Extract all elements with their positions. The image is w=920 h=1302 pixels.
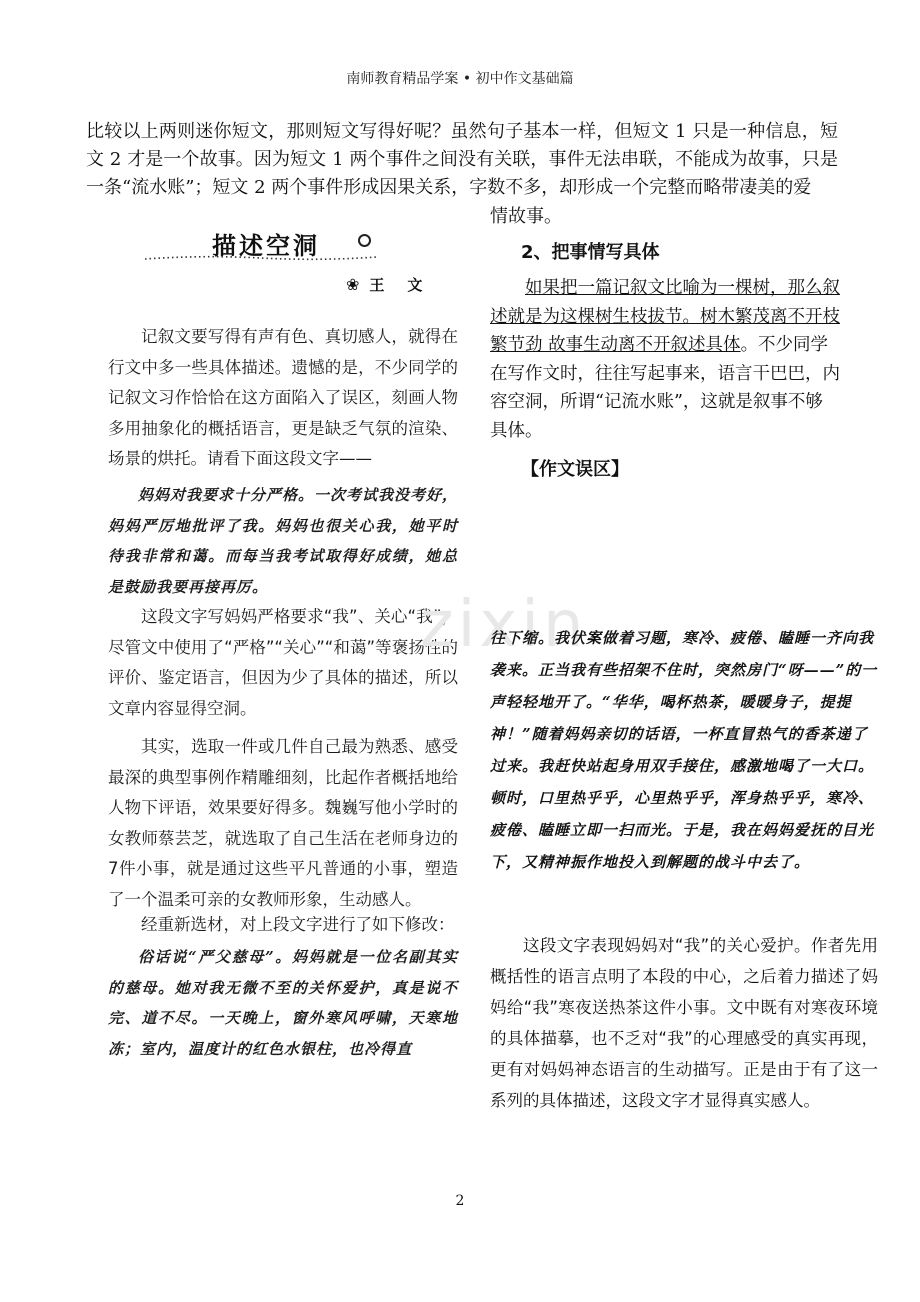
watermark: zixin <box>420 588 588 662</box>
article-paragraph-4: 经重新选材，对上段文字进行了如下修改： <box>141 915 455 934</box>
page-header: 南师教育精品学案 • 初中作文基础篇 <box>346 71 574 87</box>
intro-paragraph-tail: 情故事。 <box>490 206 562 227</box>
article-paragraph-5: 这段文字表现妈妈对“我”的关心爱护。作者先用概括性的语言点明了本段的中心，之后着力描述了妈妈给“我”寒夜送热茶这件小事。文中既有对寒夜环境的具体描摹，也不乏对“我”的心理感受的真实再现，更有对妈妈神态语言的生动描写。正是由于有了这一系列的具体描述，这段文字才显得真实感人。 <box>490 936 878 1110</box>
author-name: 王 文 <box>369 276 427 294</box>
flower-icon: ❀ <box>346 275 364 294</box>
article-author <box>346 274 426 295</box>
intro-paragraph: 比较以上两则迷你短文，那则短文写得好呢？虽然句子基本一样，但短文 1 只是一种信息，短文 2 才是一个故事。因为短文 1 两个事件之间没有关联，事件无法串联，不能成为故事，只是一条“流水账”；短文 2 两个事件形成因果关系，字数不多，却形成一个完整而略带凄美的爱 <box>86 121 838 198</box>
article-title: 描述空洞 <box>212 232 320 260</box>
underlined-text: 如果把一篇记叙文比喻为一棵树，那么叙述就是为这棵树生枝拔节。树木繁茂离不开枝繁节劲 故事生动离不开叙述具体 <box>490 278 840 356</box>
article-paragraph-1: 记叙文要写得有声有色、真切感人，就得在行文中多一些具体描述。遗憾的是，不少同学的记叙文习作恰恰在这方面陷入了误区，刻画人物多用抽象化的概括语言，更是缺乏气氛的渲染、场景的烘托。请看下面这段文字—— <box>108 327 458 468</box>
section-paragraph-rest: 。不少同学在写作文时，往往写起事来，语言干巴巴，内容空洞，所谓“记流水账”，这就是叙事不够具体。 <box>490 335 840 441</box>
title-dotted-underline <box>145 254 377 262</box>
article-paragraph-3: 其实，选取一件或几件自己最为熟悉、感受最深的典型事例作精雕细刻，比起作者概括地给人物下评语，效果要好得多。魏巍写他小学时的女教师蔡芸芝，就选取了自己生活在老师身边的7件小事，就是通过这些平凡普通的小事，塑造了一个温柔可亲的女教师形象，生动感人。 <box>108 737 458 909</box>
article-paragraph-2: 这段文字写妈妈严格要求“我”、关心“我”，尽管文中使用了“严格”“关心”“和蔼”等褒扬性的评价、鉴定语言，但因为少了具体的描述，所以文章内容显得空洞。 <box>108 607 458 718</box>
page-number: 2 <box>455 1193 465 1209</box>
article-example-1: 妈妈对我要求十分严格。一次考试我没考好，妈妈严厉地批评了我。妈妈也很关心我，她平时待我非常和蔼。而每当我考试取得好成绩，她总是鼓励我要再接再厉。 <box>108 486 459 596</box>
title-ornament-icon <box>358 234 371 247</box>
section-paragraph <box>490 274 840 446</box>
article-example-2-continued: 往下缩。我伏案做着习题，寒冷、疲倦、瞌睡一齐向我袭来。正当我有些招架不住时，突然房门“呀——”的一声轻轻地开了。“华华，喝杯热茶，暖暖身子，提提神！”随着妈妈亲切的话语，一杯直冒热气的香茶递了过来。我赶快站起身用双手接住，感激地喝了一大口。顿时，口里热乎乎，心里热乎乎，浑身热乎乎，寒冷、疲倦、瞌睡立即一扫而光。于是，我在妈妈爱抚的目光下，又精神振作地投入到解题的战斗中去了。 <box>490 629 878 871</box>
article-example-2: 俗话说“严父慈母”。妈妈就是一位名副其实的慈母。她对我无微不至的关怀爱护，真是说不完、道不尽。一天晚上，窗外寒风呼啸，天寒地冻；室内，温度计的红色水银柱，也冷得直 <box>108 948 458 1058</box>
section-heading: 2、把事情写具体 <box>521 242 660 263</box>
section-tag: 【作文误区】 <box>521 459 629 480</box>
